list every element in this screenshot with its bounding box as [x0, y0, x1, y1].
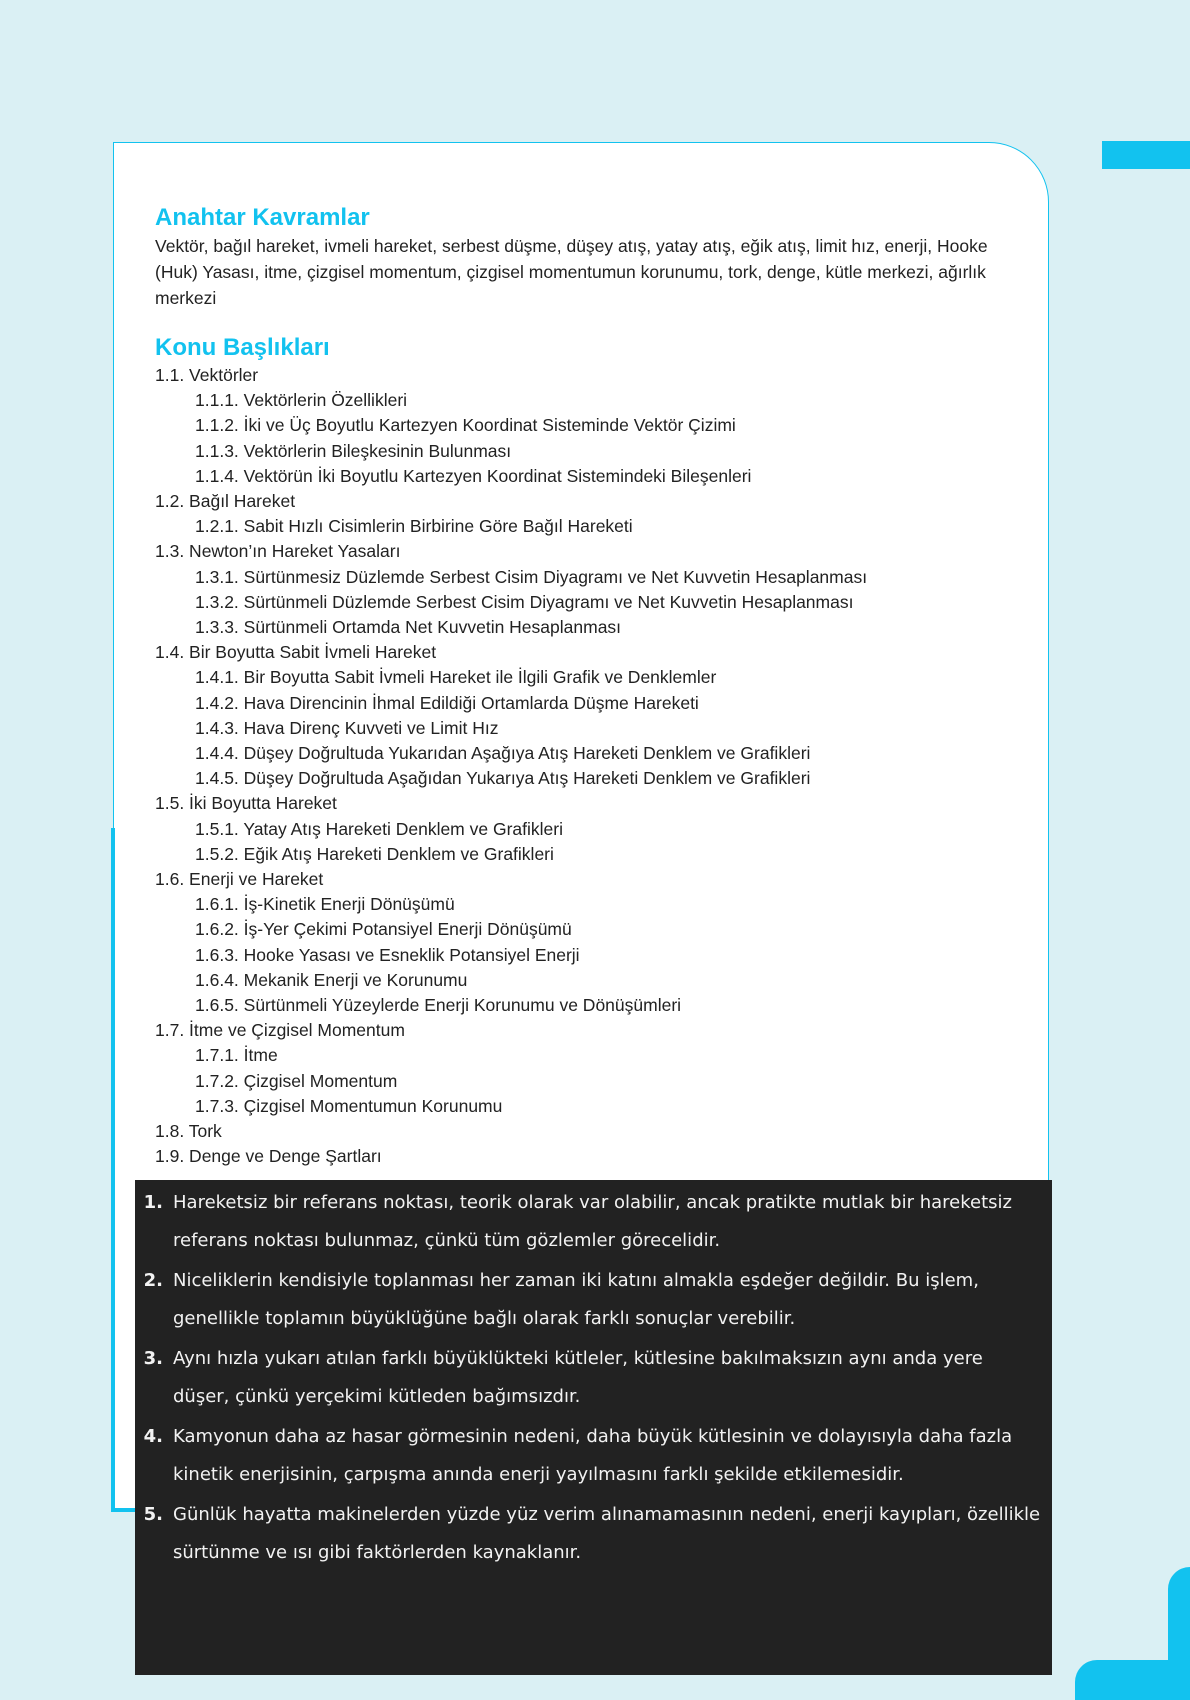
answer-text: Hareketsiz bir referans noktası, teorik olarak var olabilir, ancak pratikte mutlak bir hareketsiz referans noktası bulunmaz, çünkü tüm gözlemler görecelidir.: [173, 1192, 1012, 1251]
subtopic-item: 1.4.2. Hava Direncinin İhmal Edildiği Ortamlarda Düşme Hareketi: [195, 692, 699, 713]
page-tab-decoration: [1102, 141, 1190, 169]
subtopic-item: 1.6.1. İş-Kinetik Enerji Dönüşümü: [195, 894, 455, 915]
subtopic-item: 1.1.1. Vektörlerin Özellikleri: [195, 390, 408, 411]
answer-text: Günlük hayatta makinelerden yüzde yüz verim alınamamasının nedeni, enerji kayıpları, özellikle sürtünme ve ısı gibi faktörlerden kaynaklanır.: [173, 1504, 1041, 1563]
subtopic-item: 1.3.1. Sürtünmesiz Düzlemde Serbest Cisim Diyagramı ve Net Kuvvetin Hesaplanması: [195, 566, 868, 587]
card-accent-bar: [111, 828, 115, 1512]
subtopic-item: 1.4.3. Hava Direnç Kuvveti ve Limit Hız: [195, 717, 499, 738]
subtopic-item: 1.7.2. Çizgisel Momentum: [195, 1070, 398, 1091]
answer-item: [135, 1502, 1042, 1572]
topic-item: 1.8. Tork: [155, 1121, 222, 1142]
answer-item: [135, 1268, 1042, 1338]
topic-item: 1.1. Vektörler: [155, 365, 259, 385]
answer-item: [135, 1190, 1042, 1260]
answers-overlay: [135, 1180, 1052, 1675]
subtopic-item: 1.3.3. Sürtünmeli Ortamda Net Kuvvetin Hesaplanması: [195, 617, 622, 638]
subtopic-item: 1.7.3. Çizgisel Momentumun Korunumu: [195, 1095, 503, 1116]
subtopic-item: 1.3.2. Sürtünmeli Düzlemde Serbest Cisim Diyagramı ve Net Kuvvetin Hesaplanması: [195, 591, 854, 612]
subtopic-item: 1.7.1. İtme: [195, 1045, 278, 1066]
corner-decoration-bottom: [1075, 1660, 1190, 1700]
subtopic-item: 1.5.2. Eğik Atış Hareketi Denklem ve Grafikleri: [195, 843, 554, 864]
key-concepts-text: Vektör, bağıl hareket, ivmeli hareket, serbest düşme, düşey atış, yatay atış, eğik atış, limit hız, enerji, Hooke (Huk) Yasası, itme, çizgisel momentum, çizgisel momentumun korunumu, tork, denge, kütle merkezi, ağırlık merkezi: [155, 236, 988, 308]
subtopic-item: 1.1.3. Vektörlerin Bileşkesinin Bulunması: [195, 440, 512, 461]
answer-item: [135, 1346, 1042, 1416]
subtopic-item: 1.4.4. Düşey Doğrultuda Yukarıdan Aşağıya Atış Hareketi Denklem ve Grafikleri: [195, 743, 811, 764]
subtopic-item: 1.2.1. Sabit Hızlı Cisimlerin Birbirine Göre Bağıl Hareketi: [195, 516, 633, 537]
answer-number: 1.: [143, 1192, 163, 1213]
answer-number: 5.: [143, 1504, 163, 1525]
answer-text: Kamyonun daha az hasar görmesinin nedeni, daha büyük kütlesinin ve dolayısıyla daha fazla kinetik enerjisinin, çarpışma anında enerji yayılmasını farklı şekilde etkilemesidir.: [173, 1426, 1013, 1485]
topic-item: 1.9. Denge ve Denge Şartları: [155, 1146, 382, 1167]
subtopic-item: 1.1.4. Vektörün İki Boyutlu Kartezyen Koordinat Sistemindeki Bileşenleri: [195, 465, 752, 486]
answer-number: 3.: [143, 1348, 163, 1369]
topic-item: 1.4. Bir Boyutta Sabit İvmeli Hareket: [155, 642, 437, 663]
topics-list: [155, 363, 1025, 1170]
topic-item: 1.7. İtme ve Çizgisel Momentum: [155, 1020, 405, 1041]
subtopic-item: 1.4.5. Düşey Doğrultuda Aşağıdan Yukarıya Atış Hareketi Denklem ve Grafikleri: [195, 768, 811, 789]
answer-text: Aynı hızla yukarı atılan farklı büyüklükteki kütleler, kütlesine bakılmaksızın aynı anda yere düşer, çünkü yerçekimi kütleden bağımsızdır.: [173, 1348, 983, 1407]
subtopic-item: 1.1.2. İki ve Üç Boyutlu Kartezyen Koordinat Sisteminde Vektör Çizimi: [195, 415, 736, 436]
subtopic-item: 1.6.2. İş-Yer Çekimi Potansiyel Enerji Dönüşümü: [195, 919, 572, 940]
subtopic-item: 1.6.4. Mekanik Enerji ve Korunumu: [195, 969, 468, 990]
topic-item: 1.2. Bağıl Hareket: [155, 491, 296, 512]
page-content: [155, 203, 1025, 1170]
topic-item: 1.5. İki Boyutta Hareket: [155, 793, 337, 814]
key-concepts-heading: Anahtar Kavramlar: [155, 204, 370, 231]
answer-number: 2.: [143, 1270, 163, 1291]
subtopic-item: 1.4.1. Bir Boyutta Sabit İvmeli Hareket ile İlgili Grafik ve Denklemler: [195, 667, 717, 688]
topic-item: 1.6. Enerji ve Hareket: [155, 869, 324, 890]
answer-number: 4.: [143, 1426, 163, 1447]
answer-item: [135, 1424, 1042, 1494]
topics-heading: Konu Başlıkları: [155, 334, 330, 361]
subtopic-item: 1.6.3. Hooke Yasası ve Esneklik Potansiyel Enerji: [195, 944, 580, 965]
subtopic-item: 1.5.1. Yatay Atış Hareketi Denklem ve Grafikleri: [195, 818, 563, 839]
topic-item: 1.3. Newton’ın Hareket Yasaları: [155, 541, 401, 562]
subtopic-item: 1.6.5. Sürtünmeli Yüzeylerde Enerji Korunumu ve Dönüşümleri: [195, 995, 682, 1016]
answer-text: Niceliklerin kendisiyle toplanması her zaman iki katını almakla eşdeğer değildir. Bu işlem, genellikle toplamın büyüklüğüne bağlı olarak farklı sonuçlar verebilir.: [173, 1270, 979, 1329]
